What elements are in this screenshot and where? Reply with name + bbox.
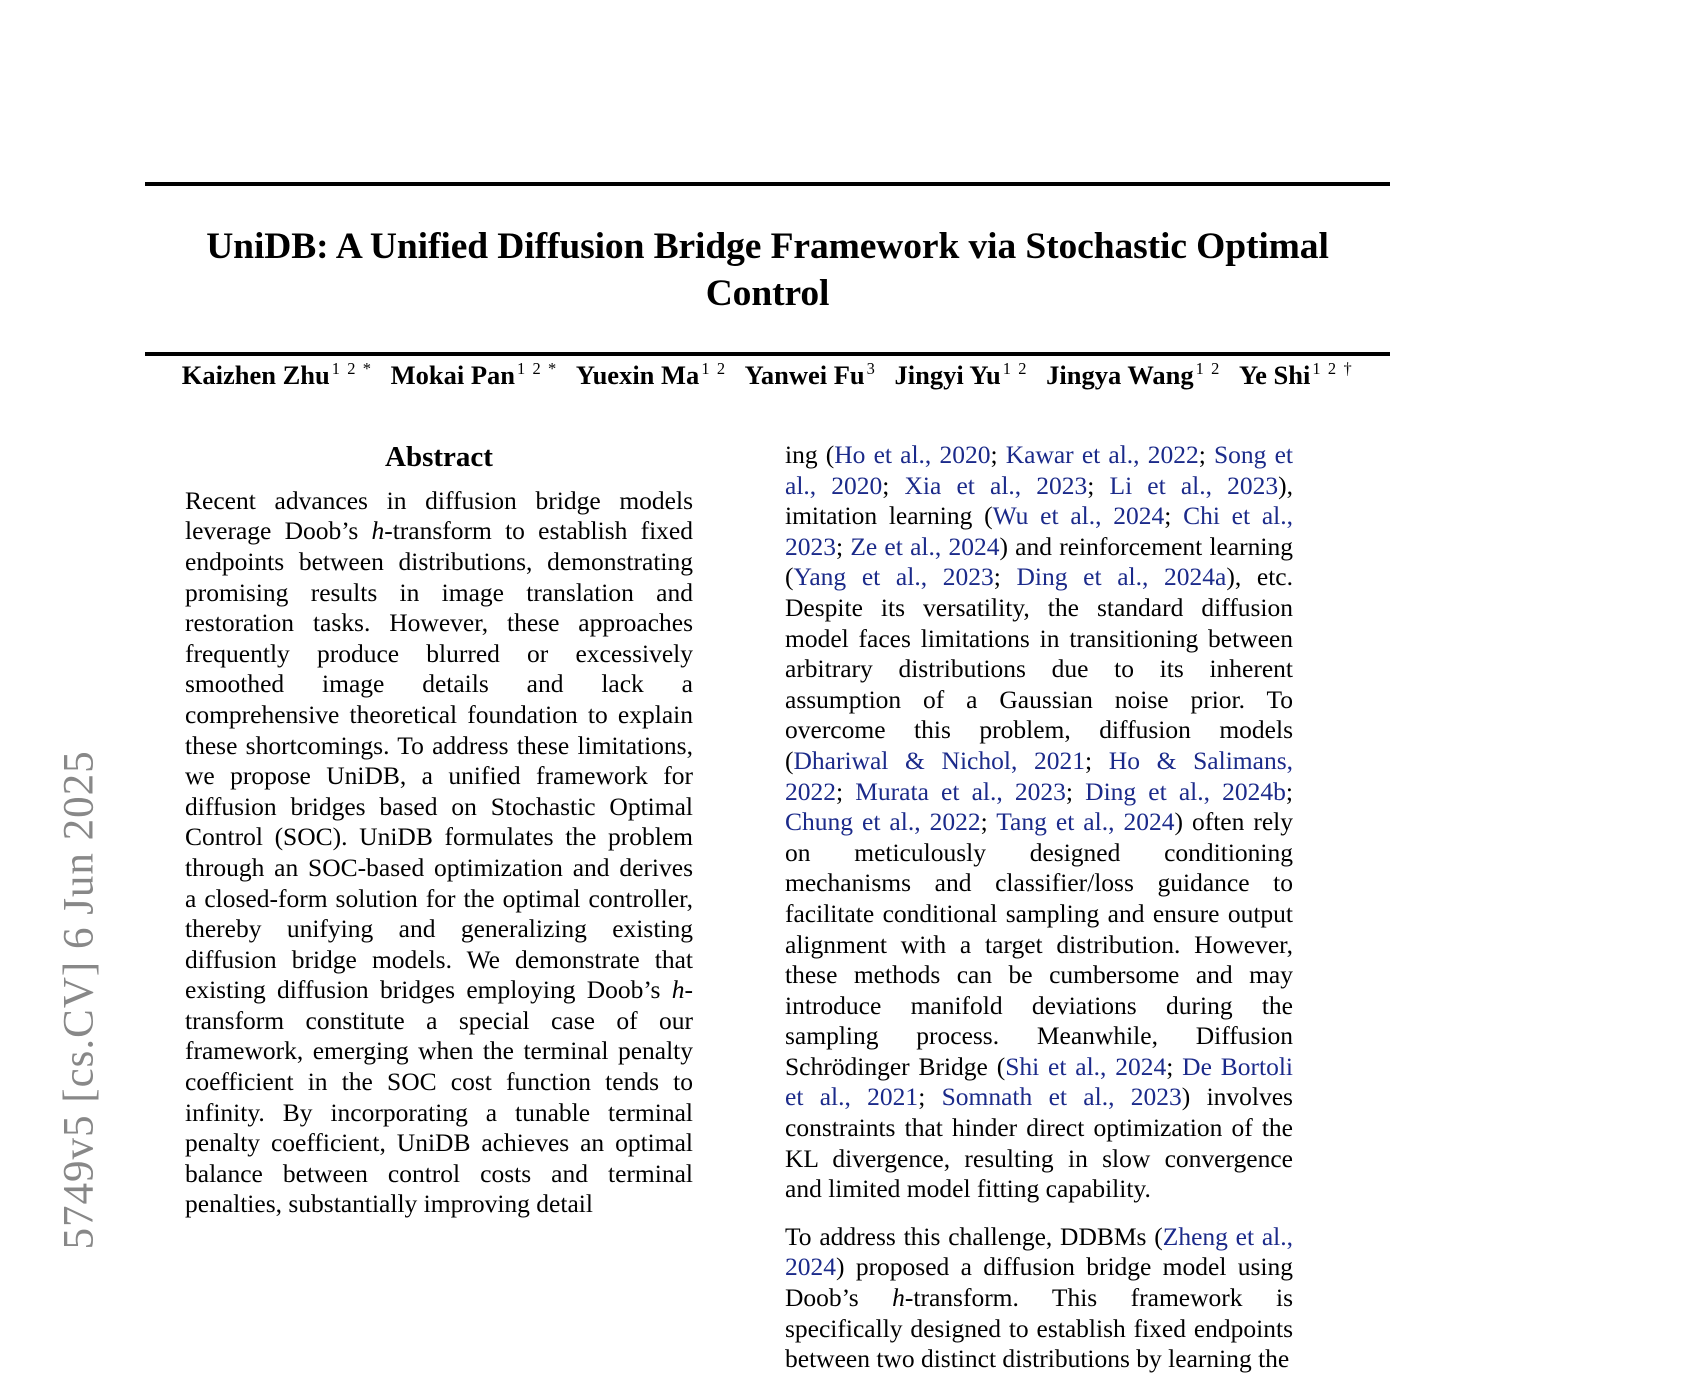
math-variable: h [892, 1283, 905, 1313]
author-name: Jingya Wang [1046, 360, 1194, 390]
intro-text: ; [993, 562, 1017, 592]
intro-text: ; [980, 807, 997, 837]
citation-link[interactable]: Ding et al., 2024a [1016, 562, 1227, 592]
title-rule-bottom [145, 352, 1390, 356]
citation-link[interactable]: Xia et al., 2023 [904, 470, 1088, 500]
citation-link[interactable]: Kawar et al., 2022 [1005, 440, 1199, 469]
author-5 [894, 360, 1028, 390]
author-affiliation-marks: 1 2 † [1312, 359, 1354, 379]
intro-text: ), etc. Despite its versatility, the standard diffusion model faces limitations in transitioning between arbitrary distributions due to its inherent assumption of a Gaussian noise prior. To overcome this problem, diffusion models ( [785, 562, 1293, 775]
citation-link[interactable]: Ze et al., 2024 [850, 531, 1000, 561]
intro-text: ; [882, 470, 905, 500]
citation-link[interactable]: Wu et al., 2024 [992, 501, 1165, 531]
intro-paragraph-2 [785, 1222, 1293, 1375]
author-7 [1239, 360, 1353, 390]
citation-link[interactable]: Murata et al., 2023 [855, 776, 1066, 806]
author-affiliation-marks: 1 2 * [517, 359, 558, 379]
intro-text: ing ( [785, 440, 835, 469]
citation-link[interactable]: Yang et al., 2023 [793, 562, 994, 592]
right-column [785, 440, 1293, 1375]
intro-text: ) proposed a diffusion bridge model using Doob’s [785, 1252, 1293, 1313]
abstract-paragraph [185, 486, 693, 1220]
intro-text: ; [990, 440, 1006, 469]
intro-text: ; [1065, 776, 1086, 806]
author-affiliation-marks: 1 2 * [331, 359, 373, 379]
citation-link[interactable]: De Bortoli et al., 2021 [785, 1051, 1293, 1112]
intro-text: ; [1087, 470, 1110, 500]
author-name: Jingyi Yu [894, 360, 1001, 390]
author-name: Yanwei Fu [744, 360, 865, 390]
citation-link[interactable]: Chi et al., 2023 [785, 501, 1293, 561]
author-affiliation-marks: 1 2 [1195, 359, 1221, 379]
citation-link[interactable]: Ho & Salimans, 2022 [785, 745, 1293, 806]
intro-text: ) involves constraints that hinder direct optimization of the KL divergence, resulting in slow convergence and limited model fitting capability. [785, 1082, 1293, 1204]
citation-link[interactable]: Song et al., 2020 [785, 440, 1293, 500]
math-variable: h [371, 516, 385, 546]
title-rule-top [145, 182, 1390, 186]
citation-link[interactable]: Dhariwal & Nichol, 2021 [793, 745, 1086, 775]
author-4 [745, 360, 877, 390]
body-columns [145, 440, 1390, 1374]
author-6 [1046, 360, 1221, 390]
author-list [145, 358, 1390, 392]
page-title: UniDB: A Unified Diffusion Bridge Framework via Stochastic Optimal Control [206, 226, 1329, 314]
abstract-text: -transform constitute a special case of our framework, emerging when the terminal penalty coefficient in the SOC cost function tends to infinity. By incorporating a tunable terminal penalty coefficient, UniDB achieves an optimal balance between control costs and terminal penalties, substantially improving detail [185, 975, 693, 1219]
arxiv-identifier-stamp: 5749v5 [cs.CV] 6 Jun 2025 [55, 750, 103, 1250]
abstract-text: -transform to establish fixed endpoints between distributions, demonstrating promising results in image translation and restoration tasks. However, these approaches frequently produce blurred or excessively smoothed image details and lack a comprehensive theoretical foundation to explain these shortcomings. To address these limitations, we propose UniDB, a unified framework for diffusion bridges based on Stochastic Optimal Control (SOC). UniDB formulates the problem through an SOC-based optimization and derives a closed-form solution for the optimal controller, thereby unifying and generalizing existing diffusion bridge models. We demonstrate that existing diffusion bridges employing Doob’s [185, 516, 693, 1005]
author-1 [182, 360, 373, 390]
intro-text: ; [1166, 1051, 1183, 1081]
title-block [145, 182, 1390, 356]
author-name: Kaizhen Zhu [181, 360, 330, 390]
intro-text: To address this challenge, DDBMs ( [785, 1221, 1163, 1251]
author-2 [391, 360, 558, 390]
author-affiliation-marks: 1 2 [701, 359, 727, 379]
intro-text: ) and reinforcement learning ( [785, 531, 1293, 592]
intro-text: ; [1285, 776, 1294, 806]
intro-paragraph-1 [785, 440, 1293, 1205]
intro-text: -transform. This framework is specifically designed to establish fixed endpoints between two distinct distributions by learning the [785, 1283, 1293, 1374]
author-name: Ye Shi [1238, 360, 1311, 390]
math-variable: h [671, 975, 685, 1005]
intro-text: ; [836, 531, 851, 561]
citation-link[interactable]: Ding et al., 2024b [1085, 776, 1286, 806]
intro-text: ; [1198, 440, 1214, 469]
intro-text: ; [1085, 745, 1109, 775]
author-3 [576, 360, 727, 390]
citation-link[interactable]: Ho et al., 2020 [834, 440, 991, 469]
author-affiliation-marks: 3 [866, 359, 877, 379]
intro-text: ) often rely on meticulously designed conditioning mechanisms and classifier/loss guidance to facilitate conditional sampling and ensure output alignment with a target distribution. However, these methods can be cumbersome and may introduce manifold deviations during the sampling process. Meanwhile, Diffusion Schrödinger Bridge ( [785, 807, 1294, 1081]
citation-link[interactable]: Li et al., 2023 [1109, 470, 1279, 500]
intro-text: ), imitation learning ( [785, 470, 1294, 531]
citation-link[interactable]: Tang et al., 2024 [996, 807, 1175, 837]
citation-link[interactable]: Zheng et al., 2024 [785, 1221, 1294, 1282]
citation-link[interactable]: Shi et al., 2024 [1005, 1051, 1167, 1081]
intro-text: ; [1164, 501, 1184, 531]
intro-text: ; [918, 1082, 942, 1112]
citation-link[interactable]: Somnath et al., 2023 [941, 1082, 1182, 1112]
author-name: Yuexin Ma [575, 360, 700, 390]
author-name: Mokai Pan [390, 360, 516, 390]
abstract-text: Recent advances in diffusion bridge models leverage Doob’s [185, 485, 693, 546]
citation-link[interactable]: Chung et al., 2022 [785, 807, 981, 837]
intro-text: ; [836, 776, 856, 806]
author-affiliation-marks: 1 2 [1002, 359, 1029, 379]
abstract-heading: Abstract [385, 441, 493, 473]
left-column [185, 440, 693, 1220]
